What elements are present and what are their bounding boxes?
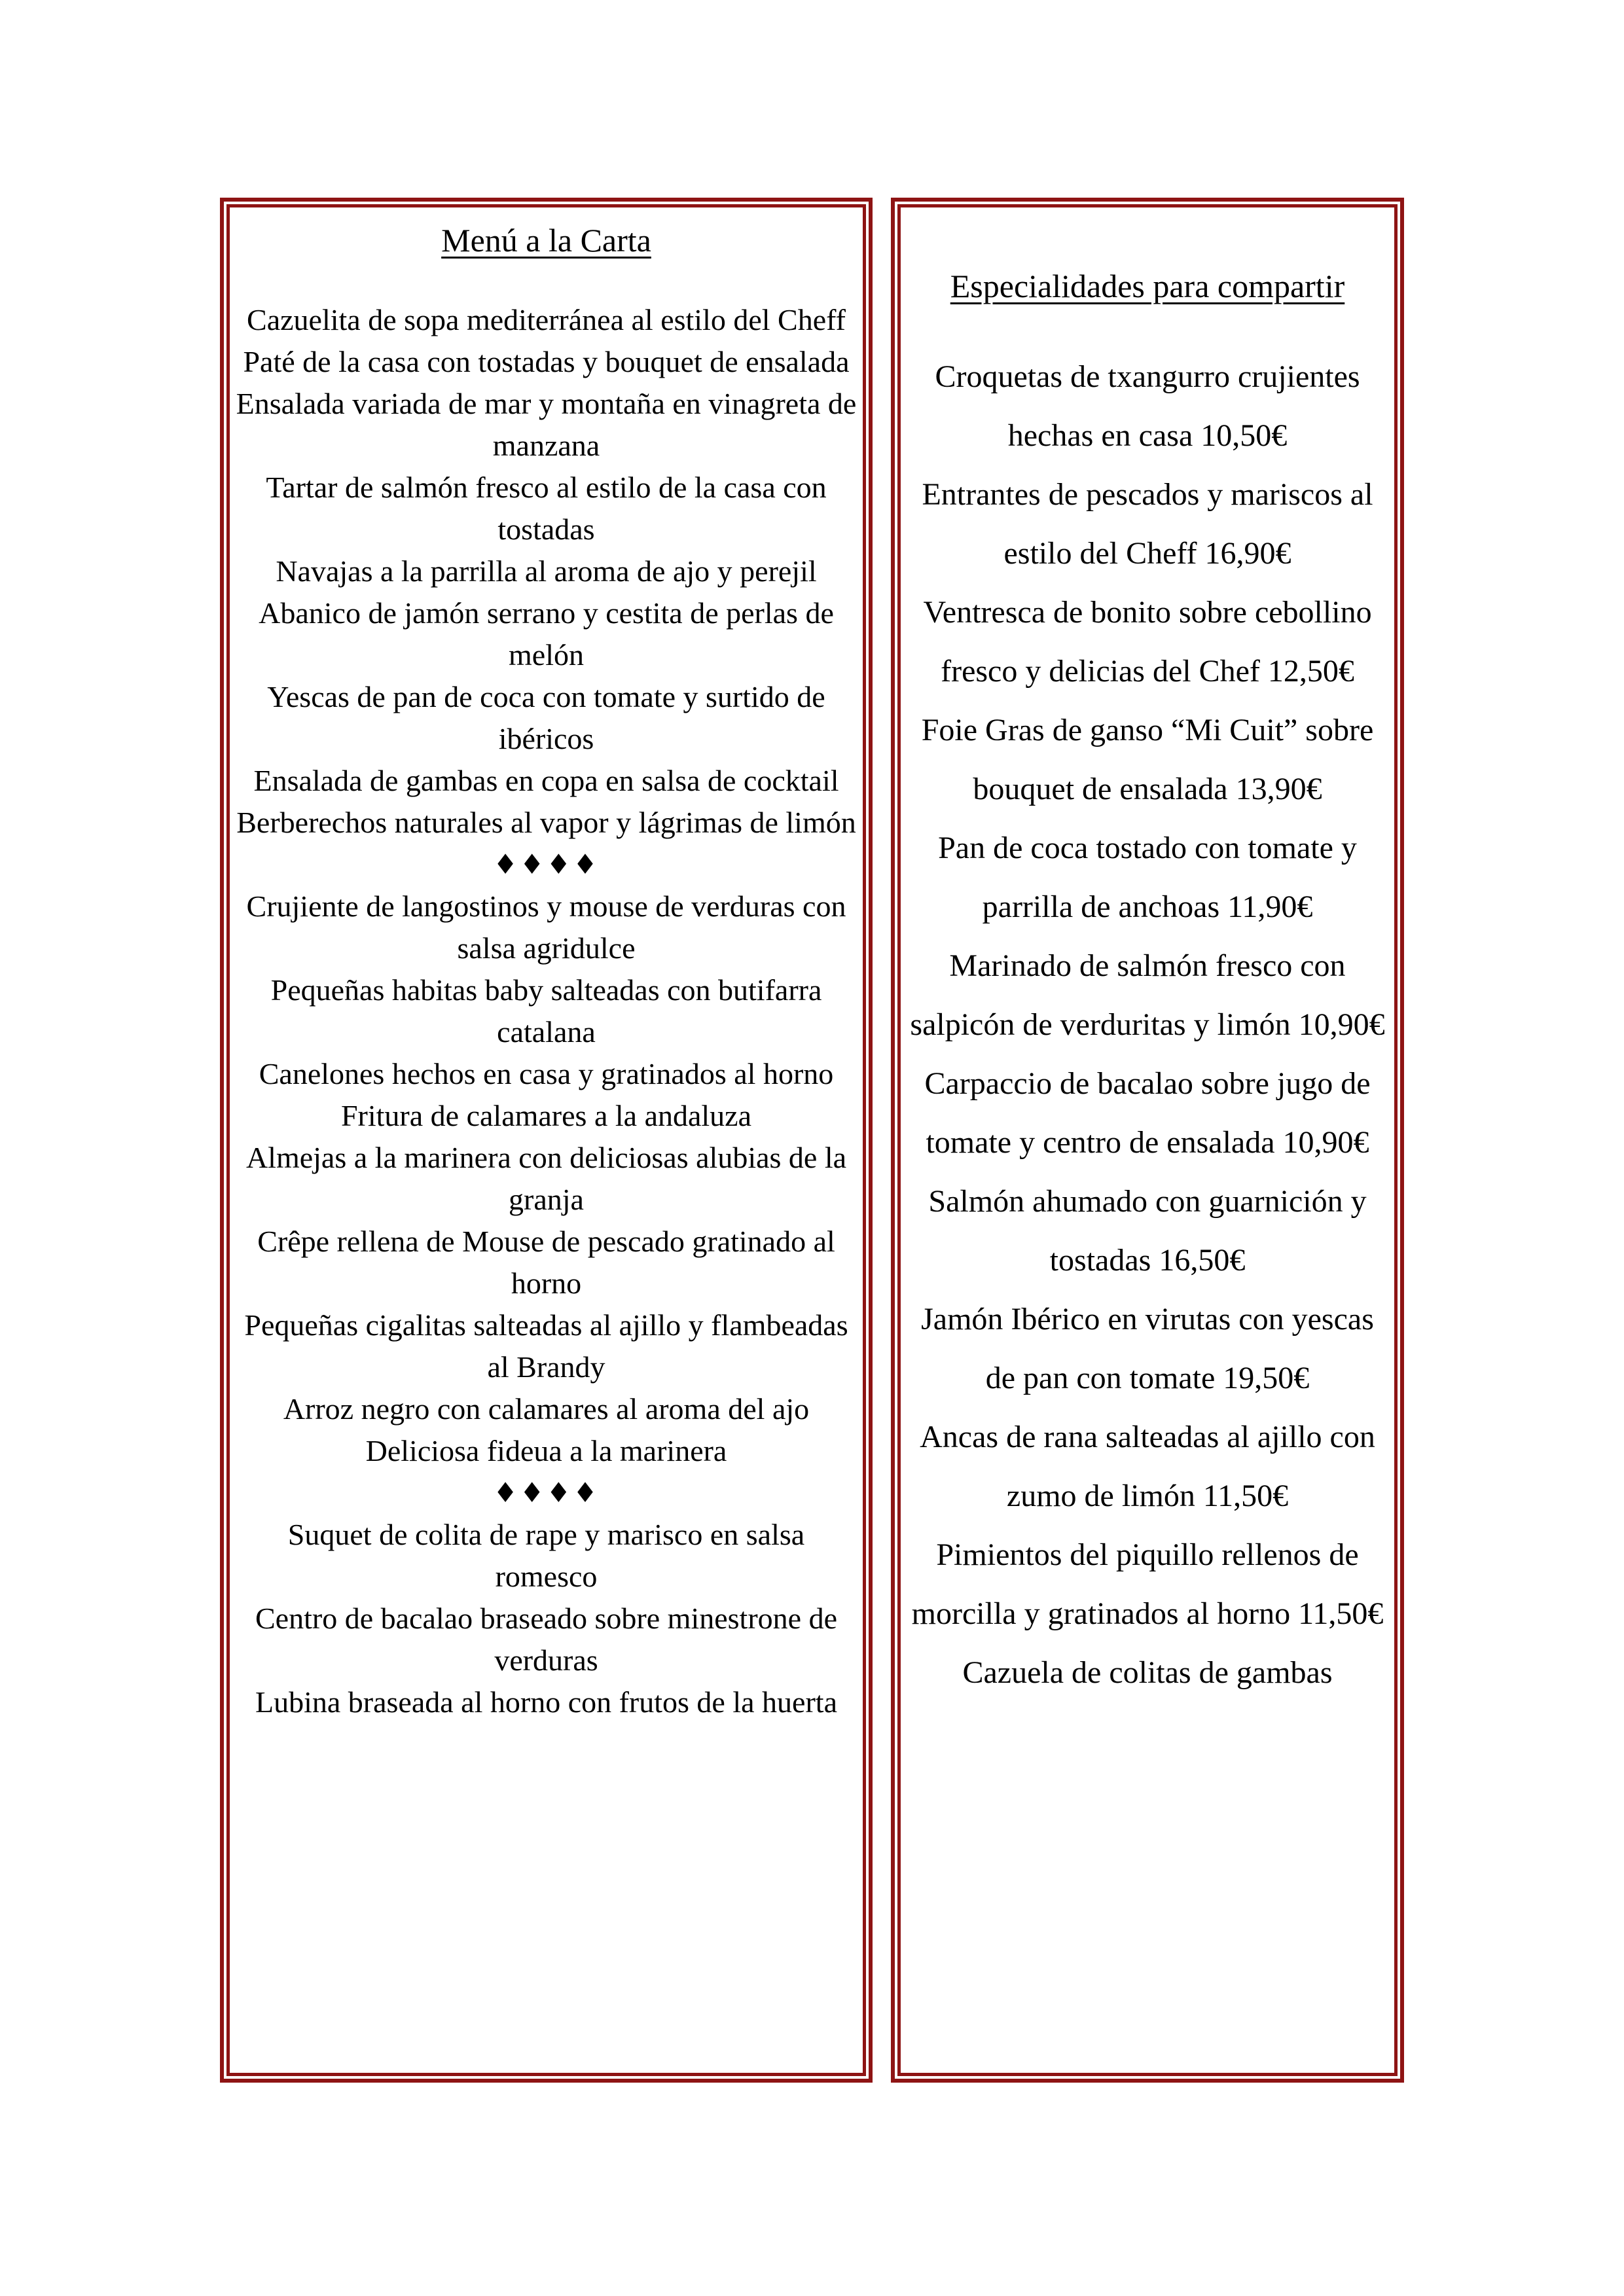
right-menu-title: Especialidades para compartir bbox=[950, 268, 1345, 304]
menu-item-with-price: Croquetas de txangurro crujientes hechas en casa 10,50€ bbox=[935, 359, 1360, 453]
menu-item: Ensalada variada de mar y montaña en vinagreta de manzana bbox=[236, 387, 857, 462]
menu-item-with-price: Jamón Ibérico en virutas con yescas de pan con tomate 19,50€ bbox=[921, 1302, 1374, 1395]
menu-item: Pequeñas cigalitas salteadas al ajillo y flambeadas al Brandy bbox=[244, 1308, 848, 1384]
panel-especialidades-inner bbox=[897, 204, 1398, 2076]
menu-item: Arroz negro con calamares al aroma del ajo bbox=[283, 1392, 810, 1426]
menu-item: Abanico de jamón serrano y cestita de perlas de melón bbox=[259, 596, 834, 672]
menu-item: Almejas a la marinera con deliciosas alubias de la granja bbox=[245, 1141, 847, 1216]
menu-item-with-price: Entrantes de pescados y mariscos al estilo del Cheff 16,90€ bbox=[922, 477, 1373, 571]
menu-item-with-price: Carpaccio de bacalao sobre jugo de tomate y centro de ensalada 10,90€ bbox=[924, 1066, 1371, 1160]
menu-item: Fritura de calamares a la andaluza bbox=[340, 1099, 752, 1132]
menu-item: Lubina braseada al horno con frutos de la huerta bbox=[255, 1685, 837, 1719]
menu-item: Ensalada de gambas en copa en salsa de cocktail bbox=[253, 764, 839, 797]
menu-item: Berberechos naturales al vapor y lágrimas de limón bbox=[236, 806, 856, 839]
menu-item: Navajas a la parrilla al aroma de ajo y perejil bbox=[276, 554, 817, 588]
menu-item-with-price: Salmón ahumado con guarnición y tostadas 16,50€ bbox=[928, 1184, 1367, 1278]
menu-item-with-price: Ancas de rana salteadas al ajillo con zumo de limón 11,50€ bbox=[920, 1420, 1375, 1513]
menu-item-with-price: Cazuela de colitas de gambas bbox=[962, 1655, 1333, 1690]
diamond-divider: ♦♦♦♦ bbox=[493, 848, 600, 880]
menu-item: Yescas de pan de coca con tomate y surtido de ibéricos bbox=[267, 680, 825, 755]
menu-item-with-price: Ventresca de bonito sobre cebollino fresco y delicias del Chef 12,50€ bbox=[923, 595, 1372, 689]
menu-item: Canelones hechos en casa y gratinados al horno bbox=[259, 1057, 834, 1090]
panel-especialidades bbox=[891, 198, 1404, 2083]
menu-item-with-price: Pan de coca tostado con tomate y parrilla de anchoas 11,90€ bbox=[938, 831, 1357, 924]
menu-item-with-price: Pimientos del piquillo rellenos de morcilla y gratinados al horno 11,50€ bbox=[911, 1537, 1384, 1631]
panel-menu-a-la-carta bbox=[220, 198, 873, 2083]
menu-item: Crujiente de langostinos y mouse de verduras con salsa agridulce bbox=[246, 889, 846, 965]
menu-item: Tartar de salmón fresco al estilo de la casa con tostadas bbox=[266, 471, 827, 546]
menu-item: Centro de bacalao braseado sobre minestrone de verduras bbox=[255, 1602, 837, 1677]
panel-menu-a-la-carta-inner bbox=[226, 204, 866, 2076]
menu-item: Crêpe rellena de Mouse de pescado gratinado al horno bbox=[257, 1225, 835, 1300]
menu-item: Paté de la casa con tostadas y bouquet de ensalada bbox=[243, 345, 850, 378]
menu-item: Pequeñas habitas baby salteadas con butifarra catalana bbox=[270, 973, 822, 1049]
diamond-divider: ♦♦♦♦ bbox=[493, 1477, 600, 1509]
menu-item-with-price: Marinado de salmón fresco con salpicón de verduritas y limón 10,90€ bbox=[910, 948, 1385, 1042]
menu-item: Cazuelita de sopa mediterránea al estilo del Cheff bbox=[247, 303, 846, 336]
menu-item: Suquet de colita de rape y marisco en salsa romesco bbox=[287, 1518, 805, 1593]
menu-item-with-price: Foie Gras de ganso “Mi Cuit” sobre bouquet de ensalada 13,90€ bbox=[921, 713, 1374, 806]
menu-item: Deliciosa fideua a la marinera bbox=[365, 1434, 727, 1467]
left-menu-title: Menú a la Carta bbox=[441, 222, 651, 259]
